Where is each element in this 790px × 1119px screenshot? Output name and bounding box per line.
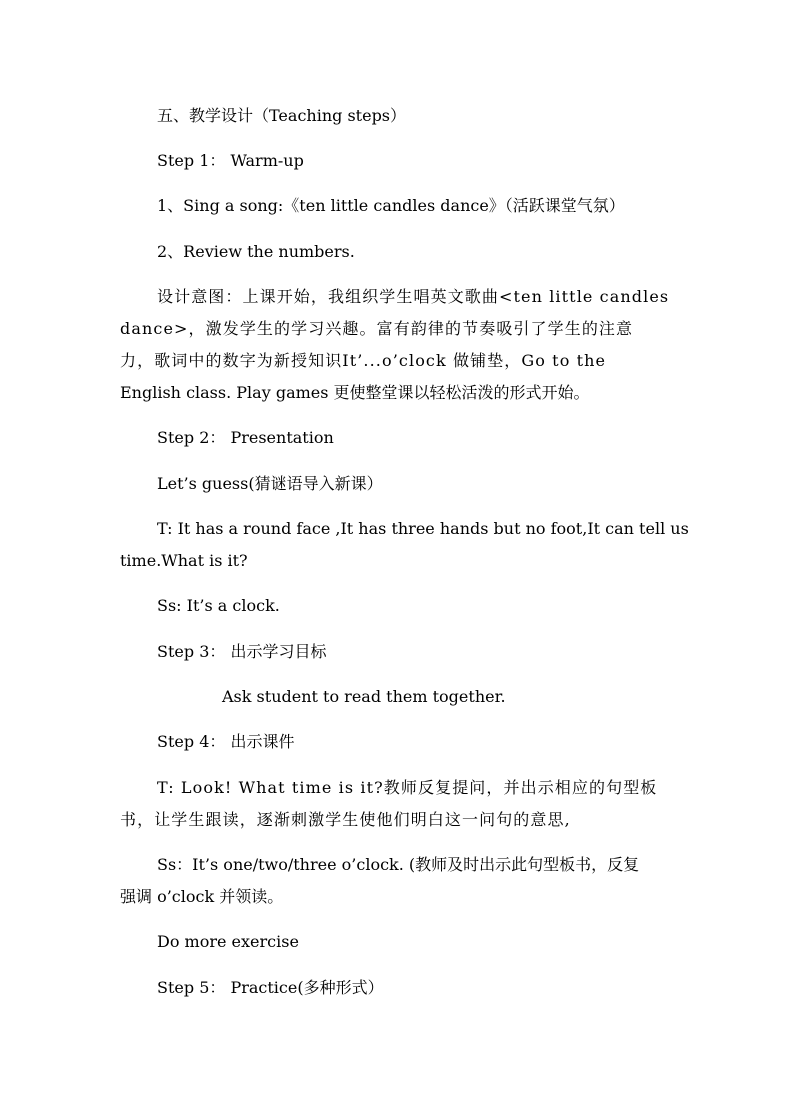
paragraph-line: Ss：It’s one/two/three o’clock. (教师及时出示此句型板书，反复 (157, 855, 640, 874)
section-heading: 五、教学设计（Teaching steps） (157, 106, 407, 125)
paragraph-line: dance>，激发学生的学习兴趣。富有韵律的节奏吸引了学生的注意 (120, 319, 634, 338)
step-5-heading: Step 5： Practice(多种形式） (157, 978, 384, 997)
paragraph-line: T: Look! What time is it?教师反复提问，并出示相应的句型板 (157, 778, 658, 797)
paragraph-line: 力，歌词中的数字为新授知识It’...o’clock 做铺垫，Go to the (120, 351, 607, 370)
step-2-heading: Step 2： Presentation (157, 428, 334, 447)
text-line: Ask student to read them together. (222, 687, 506, 706)
paragraph-line: T: It has a round face ,It has three hands but no foot,It can tell us (157, 519, 689, 538)
text-line: Do more exercise (157, 932, 299, 951)
text-line: Ss: It’s a clock. (157, 596, 280, 615)
paragraph-line: English class. Play games 更使整堂课以轻松活泼的形式开始。 (120, 383, 590, 402)
paragraph-line: time.What is it? (120, 551, 248, 570)
text-line: 2、Review the numbers. (157, 242, 355, 261)
step-4-heading: Step 4： 出示课件 (157, 732, 295, 751)
paragraph-line: 设计意图：上课开始，我组织学生唱英文歌曲<ten little candles (157, 287, 670, 306)
paragraph-line: 书，让学生跟读，逐渐刺激学生使他们明白这一问句的意思, (120, 810, 571, 829)
text-line: Let’s guess(猜谜语导入新课） (157, 474, 383, 493)
text-line: 1、Sing a song:《ten little candles dance》（活跃课堂气氛） (157, 196, 625, 215)
step-1-heading: Step 1： Warm-up (157, 151, 304, 170)
step-3-heading: Step 3： 出示学习目标 (157, 642, 327, 661)
paragraph-line: 强调 o’clock 并领读。 (120, 887, 284, 906)
